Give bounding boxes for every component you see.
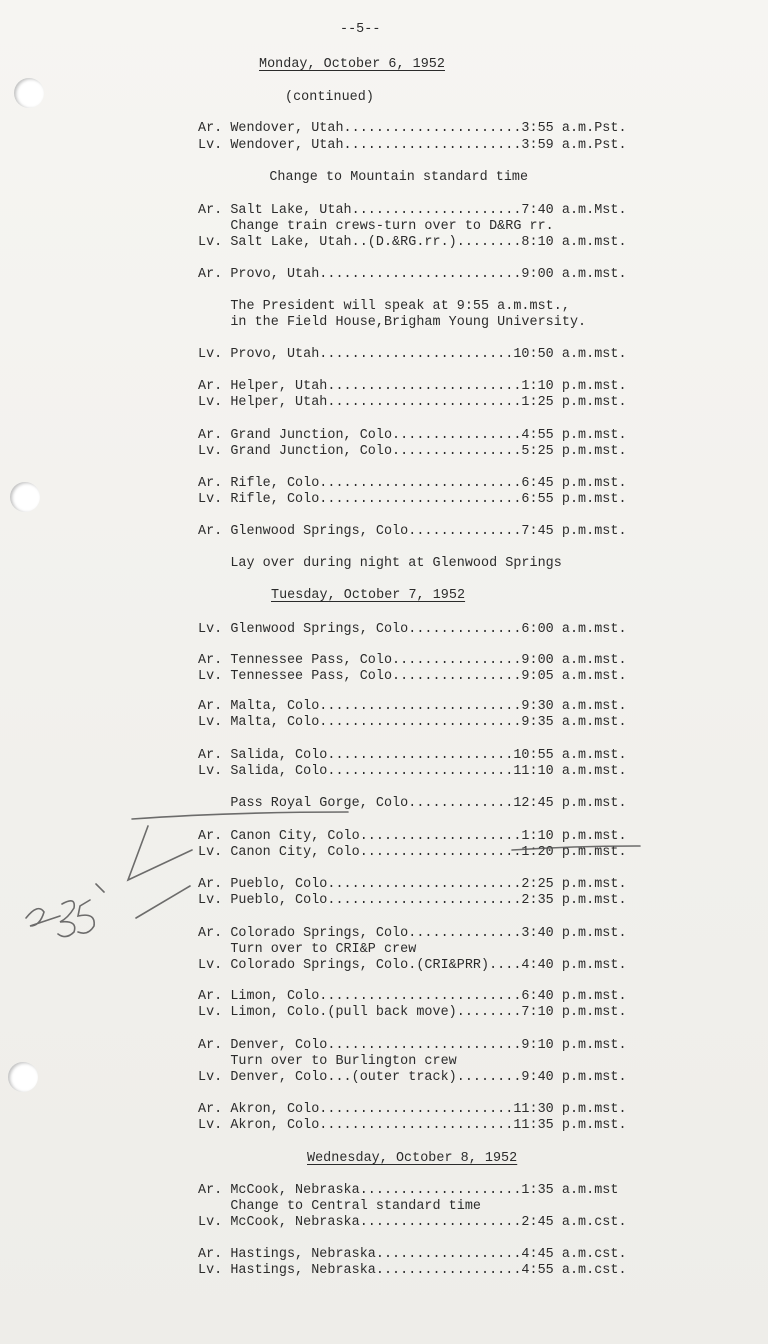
schedule-line: Lv. Colorado Springs, Colo.(CRI&PRR)....4:40 p.m.mst. [198, 958, 627, 973]
schedule-line: Lv. Tennessee Pass, Colo................9:05 a.m.mst. [198, 669, 627, 684]
schedule-line: Lv. Salt Lake, Utah..(D.&RG.rr.)........8:10 a.m.mst. [198, 235, 627, 250]
section-heading-wednesday: Wednesday, October 8, 1952 [307, 1151, 518, 1166]
section-heading-tuesday: Tuesday, October 7, 1952 [271, 588, 466, 603]
schedule-line: Ar. Wendover, Utah......................3:55 a.m.Pst. [198, 121, 627, 136]
schedule-line: Lv. Hastings, Nebraska..................4:55 a.m.cst. [198, 1263, 627, 1278]
schedule-line: Pass Royal Gorge, Colo.............12:45 p.m.mst. [198, 796, 627, 811]
schedule-line: Lv. Canon City, Colo....................1:20 p.m.mst. [198, 845, 627, 860]
schedule-line: Ar. Provo, Utah.........................9:00 a.m.mst. [198, 267, 627, 282]
schedule-line: Ar. Salt Lake, Utah.....................7:40 a.m.Mst. [198, 203, 627, 218]
schedule-line: Ar. Denver, Colo........................9:10 p.m.mst. [198, 1038, 627, 1053]
schedule-line: Ar. Canon City, Colo....................1:10 p.m.mst. [198, 829, 627, 844]
schedule-note: Change train crews-turn over to D&RG rr. [198, 219, 554, 234]
schedule-line: Ar. Rifle, Colo.........................6:45 p.m.mst. [198, 476, 627, 491]
speech-note: in the Field House,Brigham Young University. [198, 315, 587, 330]
layover-note: Lay over during night at Glenwood Springs [198, 556, 562, 571]
schedule-line: Lv. Provo, Utah........................10:50 a.m.mst. [198, 347, 627, 362]
schedule-line: Ar. McCook, Nebraska....................1:35 a.m.mst [198, 1183, 619, 1198]
schedule-line: Ar. Glenwood Springs, Colo..............7:45 p.m.mst. [198, 524, 627, 539]
section-heading-monday: Monday, October 6, 1952 [259, 57, 445, 72]
schedule-line: Ar. Akron, Colo........................11:30 p.m.mst. [198, 1102, 627, 1117]
schedule-line: Ar. Helper, Utah........................1:10 p.m.mst. [198, 379, 627, 394]
schedule-line: Lv. McCook, Nebraska....................2:45 a.m.cst. [198, 1215, 627, 1230]
schedule-line: Ar. Limon, Colo.........................6:40 p.m.mst. [198, 989, 627, 1004]
speech-note: The President will speak at 9:55 a.m.mst., [198, 299, 570, 314]
schedule-line: Lv. Malta, Colo.........................9:35 a.m.mst. [198, 715, 627, 730]
schedule-note: Change to Central standard time [198, 1199, 481, 1214]
schedule-line: Lv. Glenwood Springs, Colo..............6:00 a.m.mst. [198, 622, 627, 637]
page-number: --5-- [340, 22, 381, 37]
schedule-line: Lv. Akron, Colo........................11:35 p.m.mst. [198, 1118, 627, 1133]
schedule-note: Turn over to CRI&P crew [198, 942, 417, 957]
continued-note: (continued) [285, 90, 374, 105]
schedule-line: Ar. Grand Junction, Colo................4:55 p.m.mst. [198, 428, 627, 443]
schedule-line: Lv. Limon, Colo.(pull back move)........7:10 p.m.mst. [198, 1005, 627, 1020]
schedule-note: Turn over to Burlington crew [198, 1054, 457, 1069]
schedule-line: Ar. Pueblo, Colo........................2:25 p.m.mst. [198, 877, 627, 892]
schedule-line: Ar. Colorado Springs, Colo..............3:40 p.m.mst. [198, 926, 627, 941]
timezone-note: Change to Mountain standard time [237, 170, 529, 185]
schedule-line: Lv. Wendover, Utah......................3:59 a.m.Pst. [198, 138, 627, 153]
schedule-line: Lv. Pueblo, Colo........................2:35 p.m.mst. [198, 893, 627, 908]
schedule-line: Lv. Rifle, Colo.........................6:55 p.m.mst. [198, 492, 627, 507]
schedule-line: Lv. Denver, Colo...(outer track)........9:40 p.m.mst. [198, 1070, 627, 1085]
schedule-line: Lv. Salida, Colo.......................11:10 a.m.mst. [198, 764, 627, 779]
schedule-line: Lv. Grand Junction, Colo................5:25 p.m.mst. [198, 444, 627, 459]
schedule-line: Ar. Salida, Colo.......................10:55 a.m.mst. [198, 748, 627, 763]
schedule-line: Ar. Malta, Colo.........................9:30 a.m.mst. [198, 699, 627, 714]
schedule-line: Ar. Tennessee Pass, Colo................9:00 a.m.mst. [198, 653, 627, 668]
schedule-line: Lv. Helper, Utah........................1:25 p.m.mst. [198, 395, 627, 410]
schedule-line: Ar. Hastings, Nebraska..................4:45 a.m.cst. [198, 1247, 627, 1262]
